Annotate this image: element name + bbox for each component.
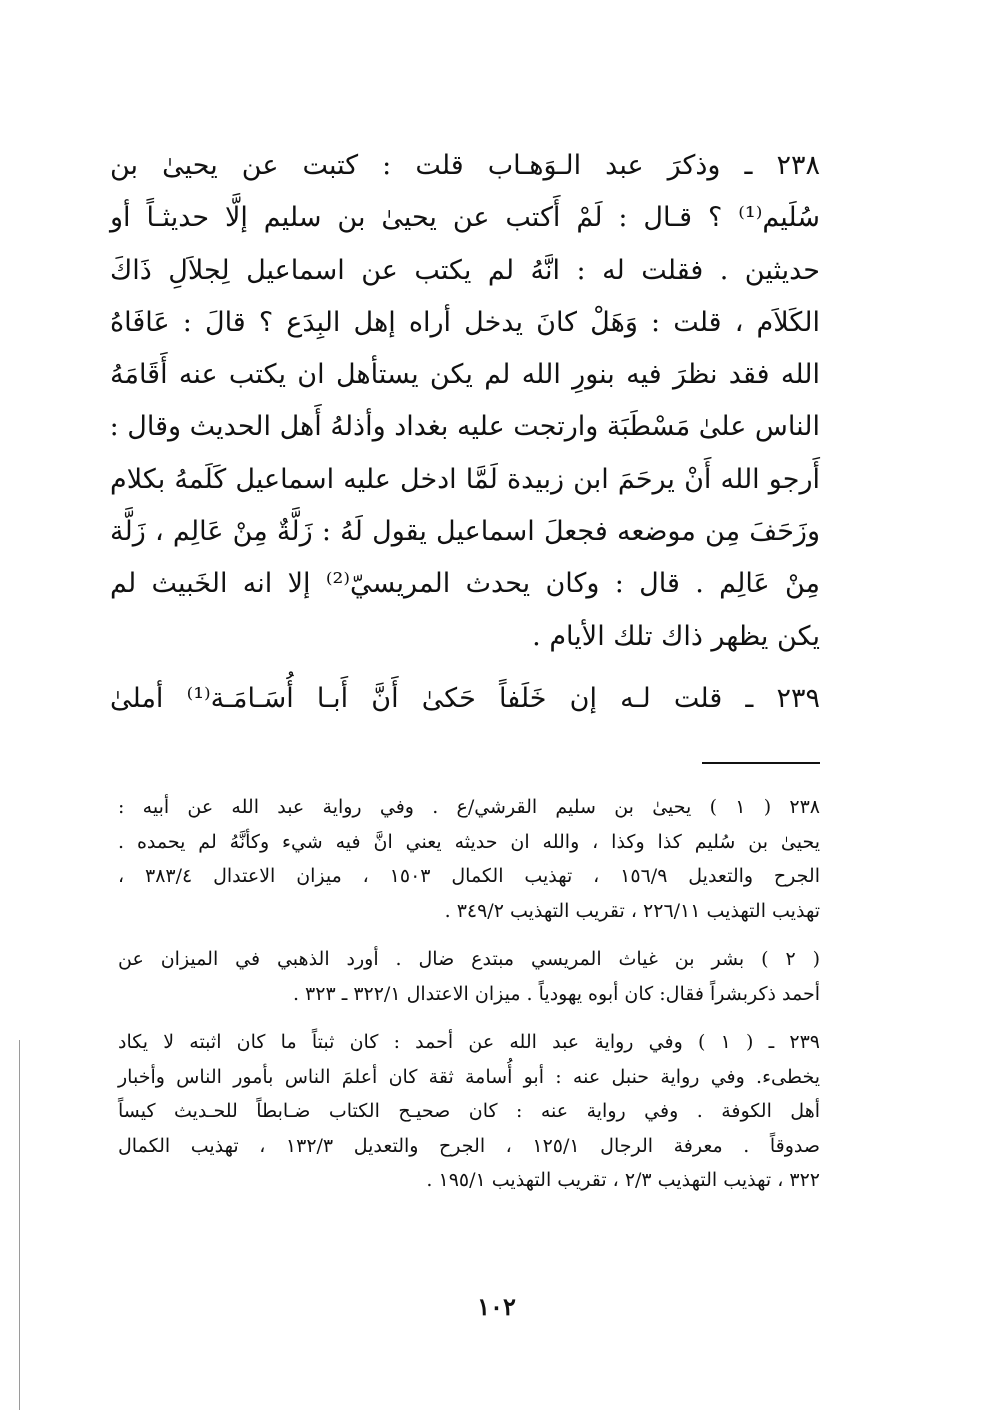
text-line: الناس علىٰ مَسْطَبَة وارتجت عليه بغداد وأذلهُ أَهل الحديث وقال : bbox=[109, 411, 820, 443]
footnote-line: يخطىء. وفي رواية حنبل عنه : أبو أُسامة ثقة كان أعلمَ الناس بأمور الناس وأخبار bbox=[118, 1065, 820, 1088]
footnote-line: أهل الكوفة . وفي رواية عنه : كان صحيـح الكتاب ضـابطاً للحـديث كيساً bbox=[118, 1100, 820, 1122]
text-line: وزَحَفَ مِن موضعه فجعلَ اسماعيل يقول لَهُ : زَلَّةٌ مِنْ عَالِم ، زَلَّة bbox=[110, 516, 820, 548]
footnote-line: يحيىٰ بن سُليم كذا وكذا ، والله ان حديثه يعني انَّ فيه شيء وكأنَّهُ لم يحمده . bbox=[118, 830, 820, 853]
left-margin-rule bbox=[19, 1040, 20, 1410]
page-number: ١٠٢ bbox=[477, 1292, 516, 1321]
footnote-238-1 bbox=[118, 790, 820, 928]
text-line: ٢٣٩ ـ قلت لـه إن خَلَفاً حَكىٰ أَنَّ أَبـا أُسَـامَـة⁽¹⁾ أملىٰ bbox=[110, 682, 821, 714]
text-line: الكَلاَم ، قلت : وَهَلْ كانَ يدخل أراه إهل البِدَع ؟ قالَ : عَافَاهُ bbox=[110, 306, 820, 338]
footnote-238-2 bbox=[118, 942, 820, 1011]
text-line: يكن يظهر ذاك تلك الأيام . bbox=[532, 620, 820, 652]
text-line: حديثين . فقلت له : انَّهُ لم يكتب عن اسماعيل لِجلاَلِ ذَاكَ bbox=[110, 254, 820, 286]
footnote-line: تهذيب التهذيب ٢٢٦/١١ ، تقريب التهذيب ٣٤٩/٢ . bbox=[444, 899, 820, 922]
entry-239-paragraph bbox=[110, 673, 820, 725]
text-line: ٢٣٨ ـ وذكرَ عبد الـوَهـاب قلت : كتبت عن يحيىٰ بن bbox=[110, 150, 820, 181]
footnotes-section bbox=[118, 790, 820, 1198]
footnote-line: ٢٣٩ ـ ( ١ ) وفي رواية عبد الله عن أحمد : كان ثبتاً ما كان اثبته لا يكاد bbox=[118, 1031, 820, 1053]
text-line: سُلَيم⁽¹⁾ ؟ قـال : لَمْ أَكتب عن يحيىٰ بن سليم إلَّا حديثـاً أو bbox=[110, 202, 820, 234]
footnote-line: ٢٣٨ ( ١ ) يحيىٰ بن سليم القرشي/ع . وفي رواية عبد الله عن أبيه : bbox=[118, 796, 820, 818]
text-line: الله فقد نظرَ فيه بنورِ الله لم يكن يستأهل ان يكتب عنه أَقَامَهُ bbox=[110, 359, 820, 391]
footnote-line: الجرح والتعديل ١٥٦/٩ ، تهذيب الكمال ١٥٠٣ ، ميزان الاعتدال ٣٨٣/٤ ، bbox=[118, 865, 820, 887]
main-text-body bbox=[110, 140, 820, 725]
entry-238-paragraph bbox=[110, 140, 820, 663]
text-line: أَرجو الله أَنْ يرحَمَ ابن زبيدة لَمَّا ادخل عليه اسماعيل كَلَمهُ بكلام bbox=[110, 463, 820, 495]
footnote-line: صدوقاً . معرفة الرجال ١٢٥/١ ، الجرح والتعديل ١٣٢/٣ ، تهذيب الكمال bbox=[118, 1134, 821, 1157]
text-line: مِنْ عَالِم . قال : وكان يحدث المريسيّ⁽²⁾ إلا انه الخَبيث لم bbox=[110, 568, 821, 600]
footnote-line: ٣٢٢ ، تهذيب التهذيب ٢/٣ ، تقريب التهذيب ١٩٥/١ . bbox=[426, 1169, 820, 1191]
footnote-divider bbox=[702, 762, 820, 764]
footnote-239-1 bbox=[118, 1025, 820, 1198]
footnote-line: ( ٢ ) بشر بن غياث المريسي مبتدع ضال . أورد الذهبي في الميزان عن bbox=[118, 948, 820, 970]
footnote-line: أحمد ذكربشراً فقال: كان أبوه يهودياً . ميزان الاعتدال ٣٢٢/١ ـ ٣٢٣ . bbox=[292, 982, 820, 1005]
